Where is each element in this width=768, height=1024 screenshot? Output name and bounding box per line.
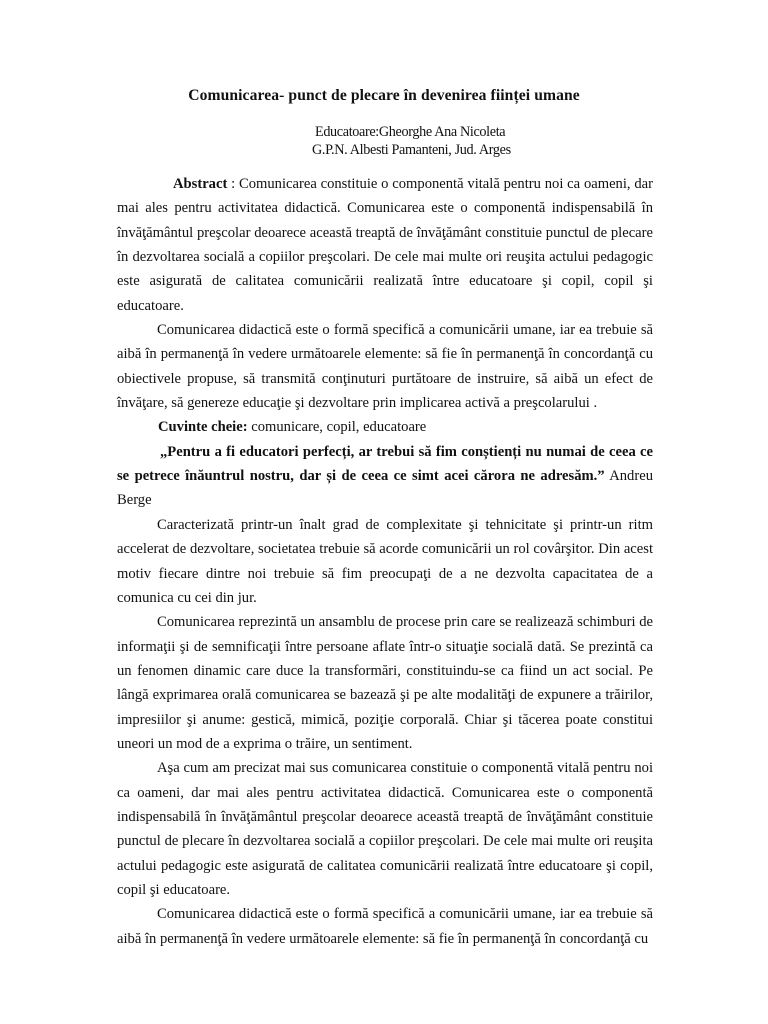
quote-paragraph	[117, 440, 653, 513]
quote-text: „Pentru a fi educatori perfecți, ar trebui să fim conștienți nu numai de ceea ce se petrece înăuntrul nostru, dar și de ceea ce simt acei cărora ne adresăm.”	[117, 443, 653, 485]
quote-author: Andreu Berge	[117, 468, 653, 509]
author-institution: G.P.N. Albesti Pamanteni, Jud. Arges	[312, 142, 511, 158]
abstract-text: : Comunicarea constituie o componentă vitală pentru noi ca oameni, dar mai ales pentru activitatea didactică. Comunicarea este o componentă indispensabilă în învăţământul preşcolar deoarece această treaptă de învăţământ constituie punctul de plecare în dezvoltarea socială a copiilor preşcolari. De cele mai multe ori reuşita actului pedagogic este asigurată de calitatea comunicării realizată între educatoare şi copil, copil şi educatoare.	[117, 176, 653, 314]
paragraph-vital-component: Aşa cum am precizat mai sus comunicarea constituie o componentă vitală pentru noi ca oameni, dar mai ales pentru activitatea didactică. Comunicarea este o componentă indispensabilă în învăţământul preşcolar deoarece această treaptă de învăţământ constituie punctul de plecare în dezvoltarea socială a copiilor preşcolari. De cele mai multe ori reuşita actului pedagogic este asigurată de calitatea comunicării realizată între educatoare şi copil, copil şi educatoare.	[117, 760, 653, 898]
paragraph-complexity: Caracterizată printr-un înalt grad de complexitate şi tehnicitate şi printr-un ritm accelerat de dezvoltare, societatea trebuie să acorde comunicării un rol covârşitor. Din acest motiv fiecare dintre noi trebuie să fim preocupaţi de a ne dezvolta capacitatea de a comunica cu cei din jur.	[117, 516, 653, 606]
abstract-paragraph	[117, 172, 653, 318]
author-name: Educatoare:Gheorghe Ana Nicoleta	[315, 124, 506, 140]
paragraph-communication-definition: Comunicarea reprezintă un ansamblu de procese prin care se realizează schimburi de informaţii şi de semnificaţii între persoane aflate într-o situaţie socială dată. Se prezintă ca un fenomen dinamic care duce la transformări, constituindu-se ca fiind un act social. Pe lângă exprimarea orală comunicarea se bazează şi pe alte modalităţi de expunere a trăirilor, impresiilor şi anume: gestică, mimică, poziţie corporală. Chiar şi tăcerea poate constitui uneori un mod de a exprima o trăire, un sentiment.	[117, 614, 653, 752]
abstract-label: Abstract	[173, 176, 228, 192]
keywords-text: comunicare, copil, educatoare	[247, 419, 427, 436]
keywords-label: Cuvinte cheie:	[158, 419, 248, 436]
document-body	[117, 172, 653, 951]
document-title: Comunicarea- punct de plecare în devenirea ființei umane	[188, 87, 580, 104]
paragraph-didactic-communication-repeat: Comunicarea didactică este o formă specifică a comunicării umane, iar ea trebuie să aibă în permanenţă în vedere următoarele elemente: să fie în permanenţă în concordanţă cu	[117, 906, 653, 947]
keywords-paragraph	[117, 415, 653, 439]
paragraph-didactic-communication: Comunicarea didactică este o formă specifică a comunicării umane, iar ea trebuie să aibă în permanenţă în vedere următoarele elemente: să fie în permanenţă în concordanţă cu obiectivele propuse, să transmită conţinuturi purtătoare de instruire, să aibă un efect de învăţare, să genereze educaţie şi dezvoltare prin implicarea activă a preşcolarului .	[117, 322, 653, 412]
